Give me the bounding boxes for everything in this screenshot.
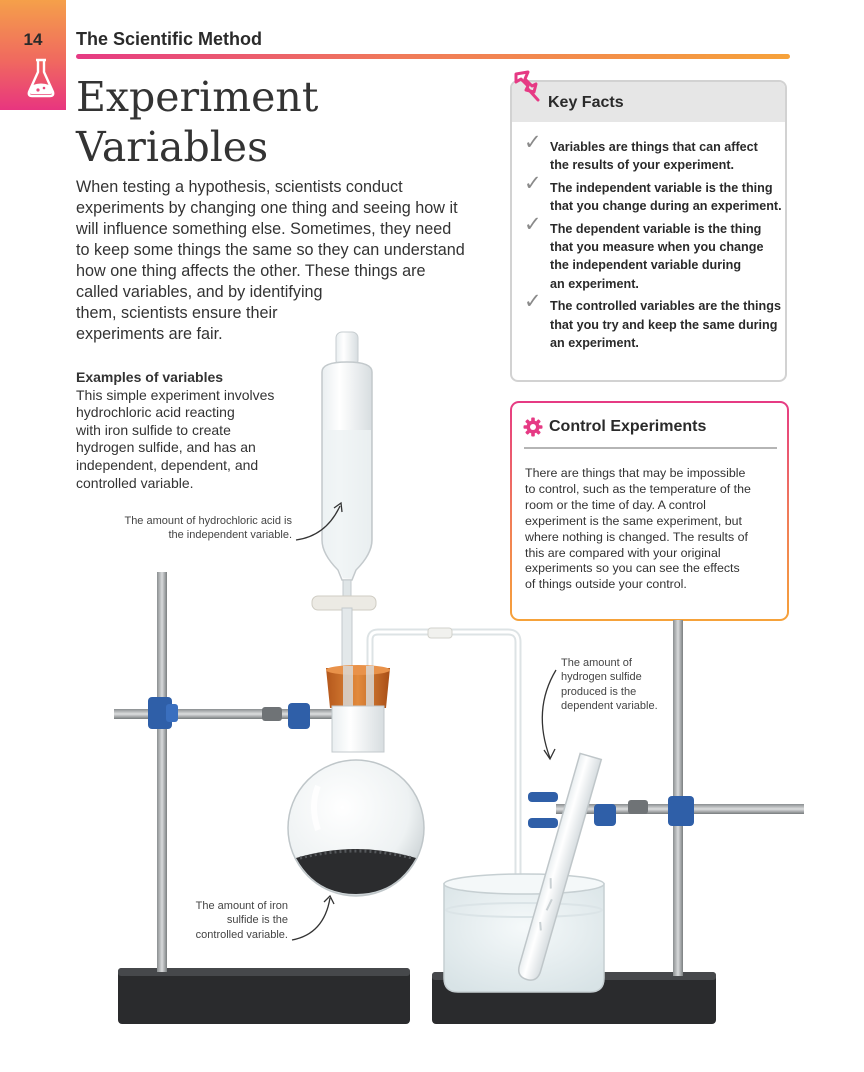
arrow-controlled <box>292 898 330 940</box>
control-experiments-title: Control Experiments <box>549 418 707 435</box>
examples-line: with iron sulfide to create <box>76 421 231 438</box>
caption-line: the independent variable. <box>168 529 292 542</box>
intro-line: When testing a hypothesis, scientists conduct <box>76 178 403 196</box>
iron-sulfide <box>296 849 416 894</box>
control-line: There are things that may be impossible <box>525 466 746 480</box>
control-line: where nothing is changed. The results of <box>525 529 748 544</box>
title-line-2: Variables <box>76 123 269 171</box>
key-fact-line: an experiment. <box>550 336 639 351</box>
key-facts-title: Key Facts <box>548 94 624 111</box>
caption-line: dependent variable. <box>561 700 658 713</box>
intro-line: how one thing affects the other. These things are <box>76 262 426 280</box>
check-icon: ✓ <box>524 171 542 195</box>
key-fact-line: The controlled variables are the things <box>550 299 781 314</box>
right-clamp-boss <box>528 792 694 828</box>
funnel-stopper <box>336 332 358 366</box>
examples-line: independent, dependent, and <box>76 456 259 473</box>
caption-dependent <box>561 656 658 714</box>
examples-line: hydrochloric acid reacting <box>76 404 235 421</box>
title-line-1: Experiment <box>76 73 319 121</box>
intro-line: experiments are fair. <box>76 325 223 343</box>
examples-line: controlled variable. <box>76 474 194 491</box>
examples-heading: Examples of variables <box>76 369 224 385</box>
left-stand-base <box>118 968 410 1024</box>
caption-independent <box>110 514 292 543</box>
caption-line: produced is the <box>561 685 637 698</box>
arrow-dependent <box>542 670 556 758</box>
key-fact-line: The independent variable is the thing <box>550 180 773 195</box>
check-icon: ✓ <box>524 212 542 236</box>
caption-line: The amount of <box>561 657 632 669</box>
key-fact-line: The dependent variable is the thing <box>550 221 762 236</box>
control-line: experiments so you can see the effects <box>525 561 740 576</box>
intro-line: experiments by changing one thing and seeing how it <box>76 199 458 217</box>
caption-line: The amount of hydrochloric acid is <box>124 515 292 527</box>
section-title: The Scientific Method <box>76 29 263 49</box>
control-line: experiment is the same experiment, but <box>525 513 742 528</box>
caption-line: The amount of iron <box>195 900 288 912</box>
key-fact-line: that you try and keep the same during <box>550 317 778 332</box>
page-number: 14 <box>23 30 43 49</box>
key-fact-line: Variables are things that can affect <box>550 140 758 154</box>
examples-line: hydrogen sulfide, and has an <box>76 439 256 456</box>
intro-line: will influence something else. Sometimes, they need <box>76 220 452 238</box>
key-fact-line: that you measure when you change <box>550 240 764 255</box>
control-line: this are compared with your original <box>525 545 721 560</box>
intro-line: called variables, and by identifying <box>76 283 323 301</box>
intro-line: to keep some things the same so they can understand <box>76 241 465 259</box>
examples-line: This simple experiment involves <box>76 386 275 403</box>
key-fact-line: an experiment. <box>550 276 639 291</box>
caption-line: sulfide is the <box>226 914 288 927</box>
key-fact-line: the results of your experiment. <box>550 158 735 173</box>
check-icon: ✓ <box>524 131 542 154</box>
key-fact-line: the independent variable during <box>550 258 742 273</box>
control-line: of things outside your control. <box>525 577 687 592</box>
caption-controlled <box>180 899 288 942</box>
intro-line: them, scientists ensure their <box>76 304 278 322</box>
check-icon: ✓ <box>524 290 542 314</box>
caption-line: hydrogen sulfide <box>561 671 642 684</box>
left-stand-rod <box>157 572 167 972</box>
control-line: room or the time of day. A control <box>525 497 706 512</box>
key-fact-line: that you change during an experiment. <box>550 199 782 214</box>
caption-line: controlled variable. <box>195 928 288 941</box>
control-line: to control, such as the temperature of the <box>525 481 751 496</box>
